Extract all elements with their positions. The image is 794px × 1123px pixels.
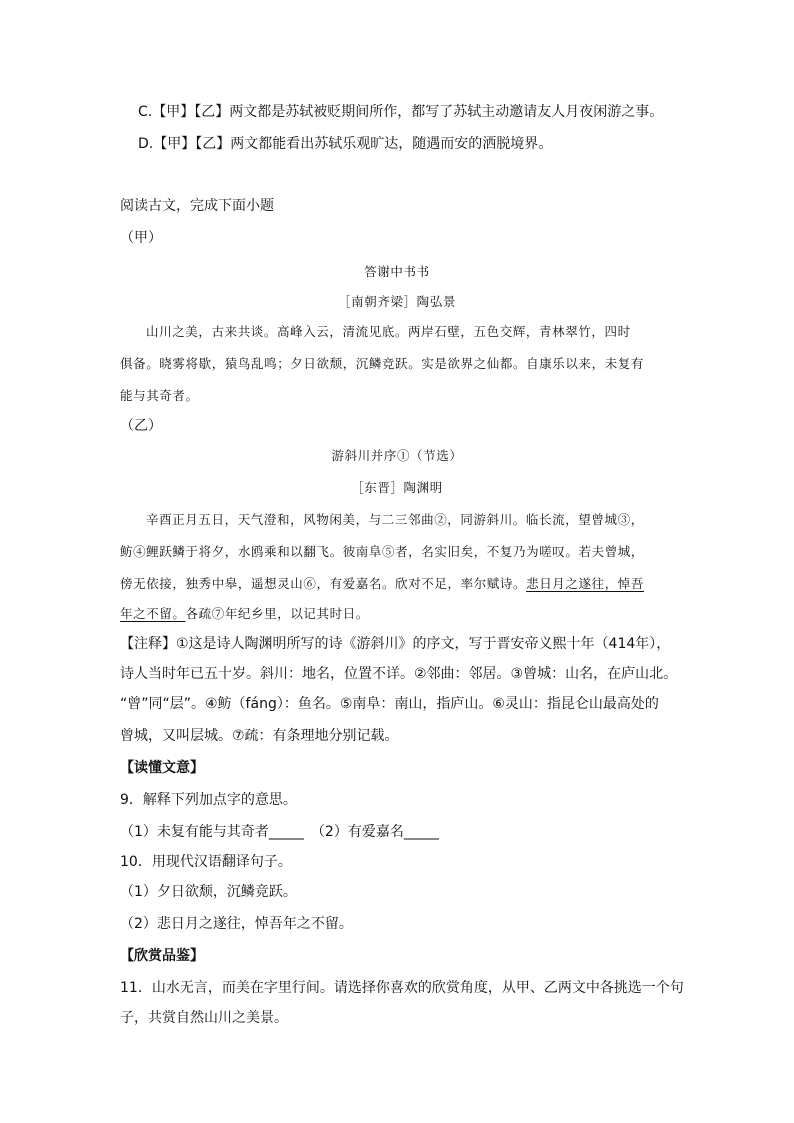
passage-jia-title: 答谢中书书 — [364, 264, 430, 279]
notes-line: 曾城，又叫层城。⑦疏：有条理地分别记载。 — [120, 728, 399, 744]
passage-jia-author: ［南朝齐梁］陶弘景 — [338, 294, 456, 309]
section-heading: 【读懂文意】 — [120, 760, 204, 776]
question-9: 9．解释下列加点字的意思。 — [120, 792, 297, 808]
notes-line: “曾”同“层”。④鲂（fáng）：鱼名。⑤南阜：南山，指庐山。⑥灵山：指昆仑山最高处的 — [120, 696, 659, 712]
passage-yi-author: ［东晋］陶渊明 — [351, 480, 443, 495]
question-10: 10．用现代汉语翻译句子。 — [120, 854, 292, 870]
question-10-item: （1）夕日欲颓，沉鳞竞跃。 — [120, 884, 297, 900]
passage-yi-line — [120, 604, 680, 624]
passage-jia-line: 俱备。晓雾将歇，猿鸟乱鸣；夕日欲颓，沉鳞竞跃。实是欲界之仙都。自康乐以来，未复有 — [120, 356, 645, 371]
passage-yi-label: （乙） — [120, 418, 162, 434]
passage-jia-line: 能与其奇者。 — [120, 388, 199, 403]
notes-line: 【注释】①这是诗人陶渊明所写的诗《游斜川》的序文，写于晋安帝义熙十年（414年）， — [120, 636, 671, 652]
passage-yi-title: 游斜川并序①（节选） — [331, 448, 463, 463]
passage-yi-text: 各疏⑦年纪乡里，以记其时日。 — [185, 606, 369, 621]
passage-yi-line: 鲂④鲤跃鳞于将夕，水鸥乘和以翻飞。彼南阜⑤者，名实旧矣，不复乃为嗟叹。若夫曾城， — [120, 544, 645, 559]
question-11: 11．山水无言，而美在字里行间。请选择你喜欢的欣赏角度，从甲、乙两文中各挑选一个句 — [120, 980, 684, 996]
underlined-sentence: 悲日月之遂往，悼吾 — [526, 576, 645, 591]
reading-instruction: 阅读古文，完成下面小题 — [120, 198, 274, 214]
section-heading: 【欣赏品鉴】 — [120, 948, 204, 964]
passage-jia-line: 山川之美，古来共谈。高峰入云，清流见底。两岸石壁，五色交辉，青林翠竹，四时 — [146, 324, 631, 339]
question-9-items: （1）未复有能与其奇者_____ （2）有爱嘉名_____ — [120, 824, 439, 840]
passage-yi-line — [120, 574, 680, 594]
option-d: D.【甲】【乙】两文都能看出苏轼乐观旷达，随遇而安的洒脱境界。 — [138, 136, 553, 152]
underlined-sentence: 年之不留。 — [120, 606, 186, 621]
notes-line: 诗人当时年已五十岁。斜川：地名，位置不详。②邻曲：邻居。③曾城：山名，在庐山北。 — [120, 666, 678, 682]
passage-yi-text: 傍无依接，独秀中皋，遥想灵山⑥，有爱嘉名。欣对不足，率尔赋诗。 — [120, 576, 527, 591]
passage-jia-label: （甲） — [120, 230, 162, 246]
passage-yi-line: 辛酉正月五日，天气澄和，风物闲美，与二三邻曲②，同游斜川。临长流，望曾城③， — [146, 512, 644, 527]
question-11: 子，共赏自然山川之美景。 — [120, 1010, 288, 1026]
option-c: C.【甲】【乙】两文都是苏轼被贬期间所作，都写了苏轼主动邀请友人月夜闲游之事。 — [138, 104, 664, 120]
question-10-item: （2）悲日月之遂往，悼吾年之不留。 — [120, 916, 353, 932]
